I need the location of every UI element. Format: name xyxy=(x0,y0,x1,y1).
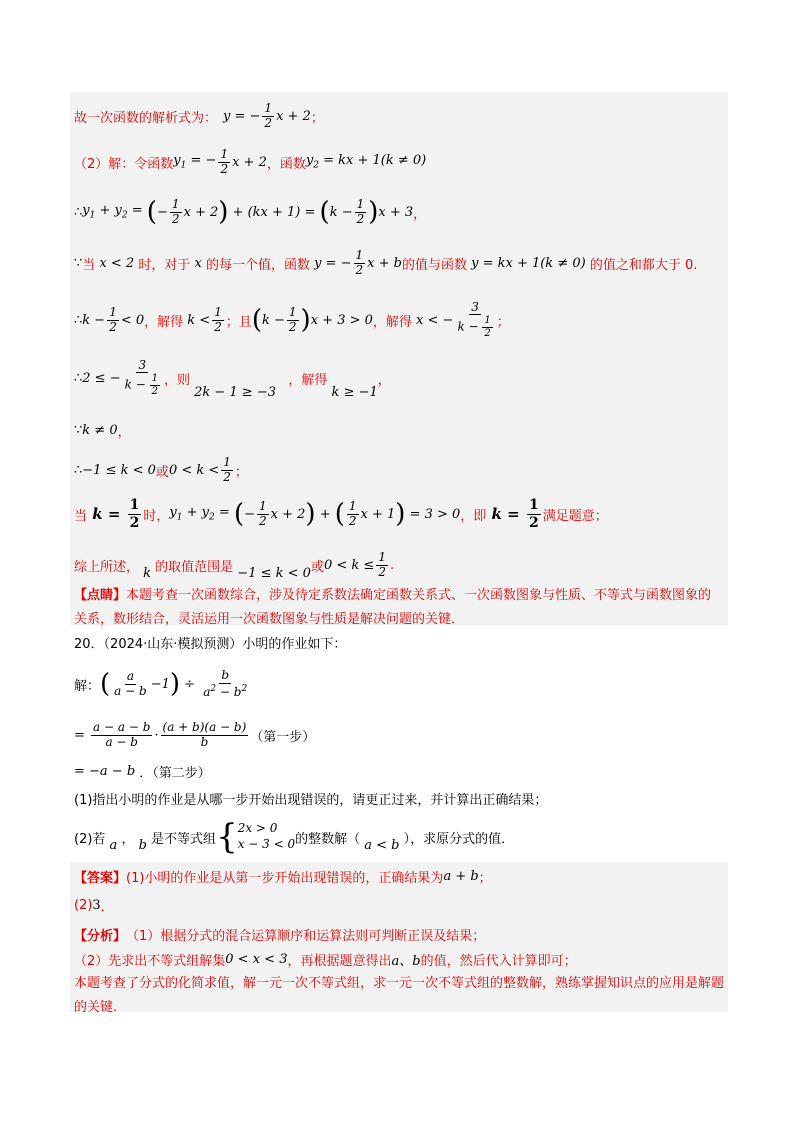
student-solution-start: 解： ( $\frac{a}{a - b}$ −1 ) ÷ $\frac{b}{a^2 - b^2}$ xyxy=(74,667,248,699)
line-k-range: ∴ −1 ≤ k < 0 或 0 < k < $\frac{1}{2}$ ； xyxy=(74,454,248,484)
answer-line-1: 【答案】 (1)小明的作业是从第一步开始出现错误的，正确结果为 a + b ； xyxy=(74,868,492,886)
student-step-2: = −a − b ．（第二步） xyxy=(74,763,211,781)
line-solve-k: ∴ 2 ≤ − 3 k − $\frac{1}{2}$ ，则 2k − 1 ≥ −3 ，解得 k ≥ −1 ， xyxy=(74,357,391,400)
line-k-inequalities: ∴ k − $\frac{1}{2}$ < 0 ，解得 k < $\frac{1}{2}$ ；且 ( k − $\frac{1}{2}$ ) x + 3 > 0 ，解得 x < − 3 k − $\frac{1}{2}$ ； xyxy=(74,299,510,339)
line-conclusion: 综上所述， k 的取值范围是 −1 ≤ k < 0 或 0 < k ≤ $\frac{1}{2}$ . xyxy=(74,549,395,581)
sub-question-1: (1)指出小明的作业是从哪一步开始出现错误的，请更正过来，并计算出正确结果； xyxy=(74,792,548,808)
line-part2-setup: （2）解：令函数 $y_1$ = − $\frac{1}{2}$ x + 2 ，函数 $y_2$ = kx + 1(k ≠ 0) xyxy=(74,146,427,176)
line-k-nonzero: ∵ k ≠ 0 ， xyxy=(74,422,131,440)
analysis-conclusion: 本题考查了分式的化简求值，解一元一次不等式组，求一元一次不等式组的整数解，熟练掌握知识点的应用是解题的关键． xyxy=(74,976,725,1015)
answer-line-2: (2) 3 ． xyxy=(74,897,114,915)
line-function-expression: 故一次函数的解析式为： y = − $\frac{1}{2}$ x + 2 ； xyxy=(74,100,324,130)
analysis-line-2: （2）先求出不等式组解集 0 < x < 3 ，再根据题意得出 a、b 的值，然后代入计算即可； xyxy=(74,951,577,969)
key-point-note: 【点睛】本题考查一次函数综合，涉及待定系数法确定函数关系式、一次函数图象与性质、不等式与函数图象的关系，数形结合，灵活运用一次函数图象与性质是解决问题的关键． xyxy=(74,588,712,627)
analysis-line-1: 【分析】 （1）根据分式的混合运算顺序和运算法则可判断正误及结果； xyxy=(74,928,486,944)
sub-question-2: (2)若 a ， b 是不等式组 { 2x > 0 x − 3 < 0 的整数解（ a < b ），求原分式的值． xyxy=(74,817,515,857)
line-sum-expression: ∴ $y_1 + y_2$ = ( − $\frac{1}{2}$ x + 2 ) + (kx + 1) = ( k − $\frac{1}{2}$ ) x + 3 ， xyxy=(74,196,427,227)
line-k-half-check: 当 k = $\frac{1}{2}$ 时， $y_1 + y_2$ = ( − $\frac{1}{2}$ x + 2 ) + ( $\frac{1}{2}$ x + 1 ) = 3 > 0 ，即 k = $\frac{1}{2}$ 满足题意； xyxy=(74,497,608,531)
student-step-1: = $\frac{a - a - b}{a - b}$ · $\frac{(a + b)(a - b)}{b}$ （第一步） xyxy=(74,719,316,749)
question-20-header: 20．（2024·山东·模拟预测）小明的作业如下： xyxy=(74,636,347,652)
line-condition: ∵ 当 x < 2 时，对于 x 的每一个值，函数 y = − $\frac{1}{2}$ x + b 的值与函数 y = kx + 1(k ≠ 0) 的值之和都大于 0. xyxy=(74,247,698,277)
